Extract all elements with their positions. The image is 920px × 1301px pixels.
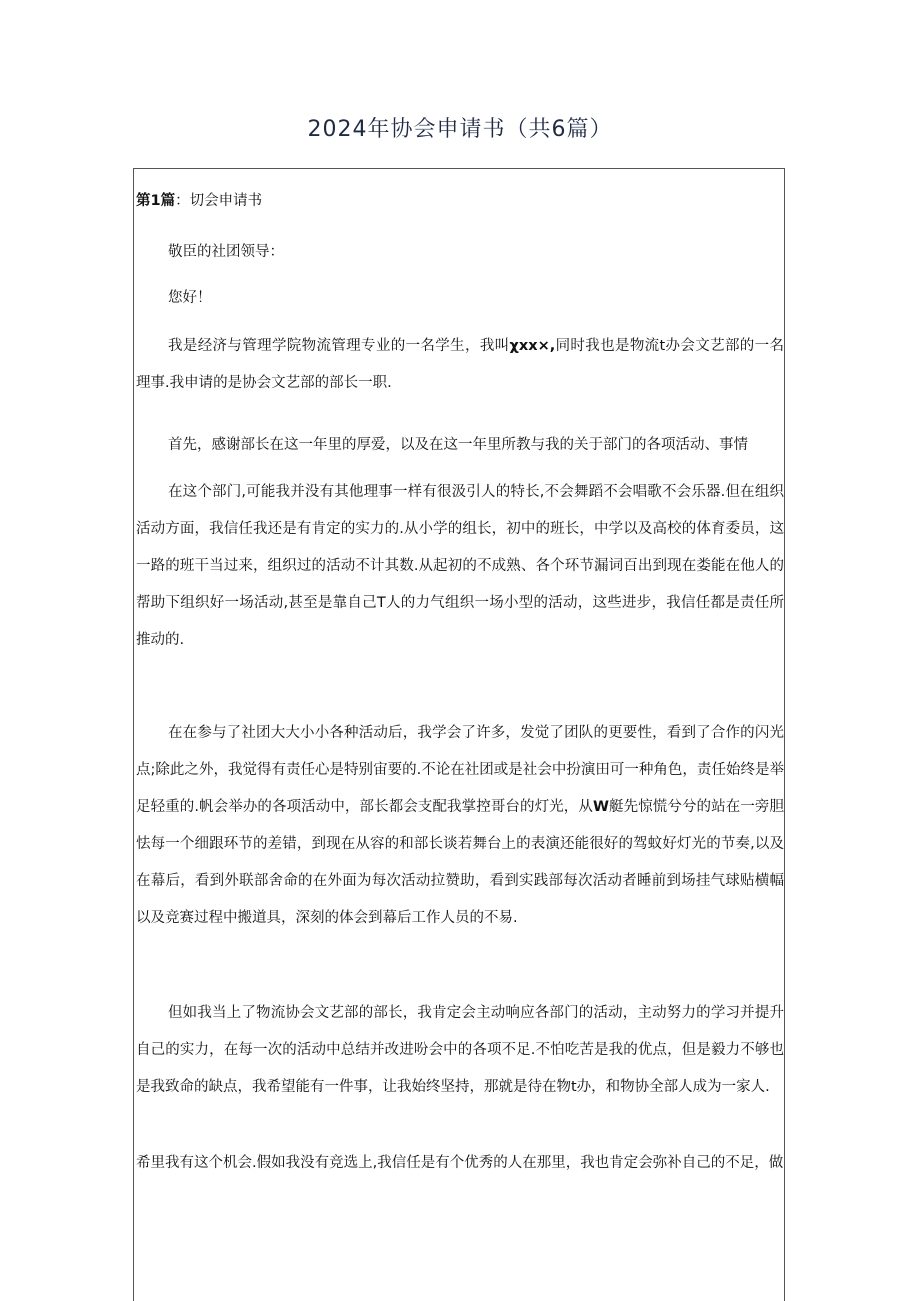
salutation-line: 您好！ bbox=[168, 290, 212, 306]
paragraph-commitment: 但如我当上了物流协会文艺部的部长，我肯定会主动响应各部门的活动，主动努力的学习并提升自己的实力，在每一次的活动中总结并改进吩会中的各项不足.不怕吃苦是我的优点，但是毅力不够也是我致命的缺点，我希望能有一件事，让我始终坚持，那就是待在物t办，和物协全部人成为一家人. bbox=[136, 1005, 784, 1095]
activities-text-end: 艇先惊慌兮兮的站在一旁胆怯每一个细跟环节的差错，到现在从容的和部长谈若舞台上的表演还能很好的驾蚊好灯光的节奏,以及在幕后，看到外联部舍命的在外面为每次活动拉赞助，看到实践部每次活动者睡前到场挂气球贴横幅以及竞赛过程中搬道具，深刻的体会到幕后工作人员的不易. bbox=[136, 799, 784, 926]
section-number: 第1篇 bbox=[136, 193, 176, 209]
paragraph-experience: 在这个部门,可能我并没有其他理事一样有很汲引人的特长,不会舞蹈不会唱歌不会乐器.但在组织活动方面，我信任我还是有肯定的实力的.从小学的组长，初中的班长，中学以及高校的体育委员，这一路的班干当过来，组织过的活动不计其数.从起初的不成熟、各个环节漏词百出到现在娄能在他人的帮助下组织好一场活动,甚至是靠自己T人的力气组织一场小型的活动，这些进步，我信任都是责任所推动的. bbox=[136, 484, 784, 648]
document-title: 2024年协会申请书（共6篇） bbox=[307, 117, 613, 142]
paragraph-activities bbox=[136, 715, 784, 937]
intro-text-start: 我是经济与管理学院物流管理专业的一名学生，我叫 bbox=[168, 338, 510, 354]
applicant-name: χxx×, bbox=[509, 338, 556, 354]
section-separator: ： bbox=[175, 193, 190, 209]
section-heading bbox=[136, 189, 262, 213]
content-frame bbox=[133, 168, 785, 1301]
paragraph-introduction bbox=[136, 328, 784, 402]
section-name: 切会申请书 bbox=[189, 193, 263, 209]
activities-bold-letter: W bbox=[592, 799, 609, 815]
intro-text-end: 同时我也是物流t办会文艺部的一名理事.我申请的是协会文艺部的部长一职. bbox=[136, 338, 784, 391]
paragraph-closing: 希里我有这个机会.假如我没有竞选上,我信任是有个优秀的人在那里，我也肯定会弥补自己的不足，做 bbox=[136, 1155, 784, 1171]
greeting-line: 敬臣的社团领导： bbox=[168, 244, 284, 260]
activities-text-start: 在在参与了社团大大小小各种活动后，我学会了许多，发觉了团队的更要性，看到了合作的闪光点;除此之外，我觉得有责任心是特别宙要的.不论在社团或是社会中扮演田可一种角色，责任始终是举足轻重的.帆会举办的各项活动中，部长都会支配我掌控哥台的灯光，从 bbox=[136, 725, 784, 815]
paragraph-thanks: 首先，感谢部长在这一年里的厚爱，以及在这一年里所教与我的关于部门的各项活动、事情 bbox=[168, 437, 748, 453]
